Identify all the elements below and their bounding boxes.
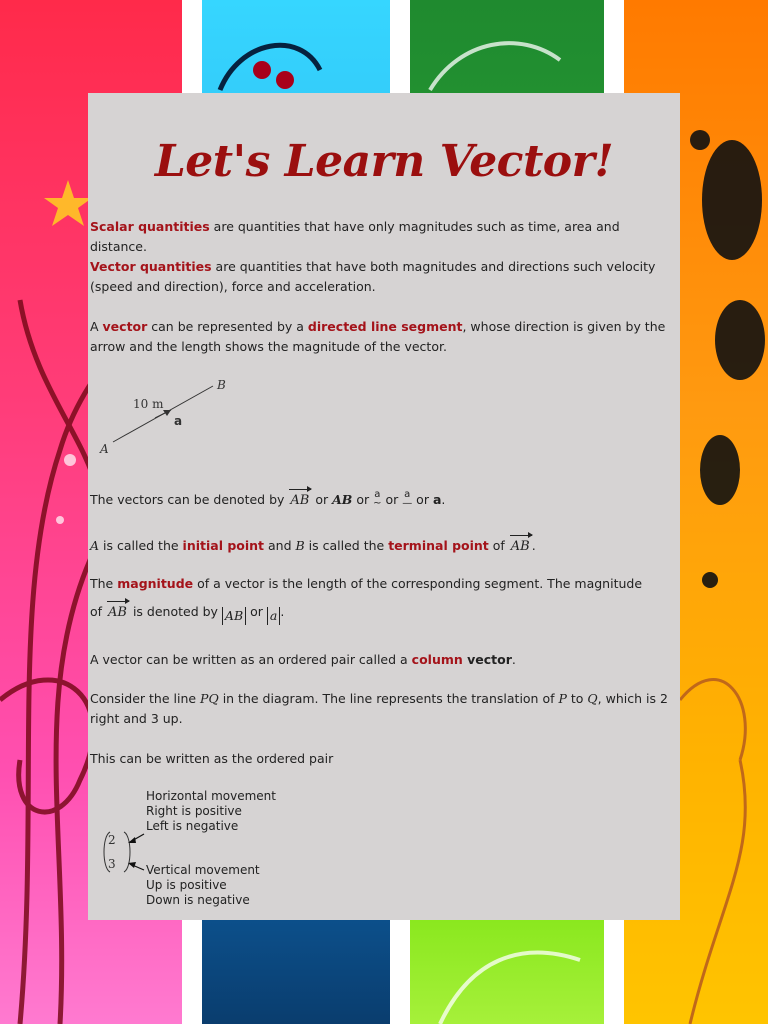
abs-vector-ab: AB xyxy=(222,607,246,625)
note-line: Right is positive xyxy=(146,804,242,818)
text: is called the xyxy=(304,538,389,553)
abs-vector-a: a xyxy=(267,607,280,625)
italic-a: A xyxy=(90,538,100,553)
text: . xyxy=(511,652,516,667)
text: of a vector is the length of the corresponding segment. The magnitude xyxy=(193,576,643,591)
text: The vectors can be denoted by xyxy=(90,492,289,507)
horizontal-note xyxy=(146,789,276,834)
vector-ab: AB xyxy=(509,537,532,557)
text: or xyxy=(311,492,333,507)
text: . xyxy=(441,492,446,507)
text: A vector can be written as an ordered pair called a xyxy=(90,652,412,667)
term-vector-quantities: Vector quantities xyxy=(90,259,212,274)
note-line: Left is negative xyxy=(146,819,239,833)
text: A xyxy=(90,319,103,334)
note-line: Horizontal movement xyxy=(146,789,276,803)
tilde-letter: a xyxy=(374,489,381,500)
term-vector: vector xyxy=(102,319,148,334)
text: , whose direction is given by the arrow and the length shows the magnitude of the vector. xyxy=(90,319,666,354)
text: to xyxy=(566,691,588,706)
text: of xyxy=(488,538,509,553)
term-terminal-point: terminal point xyxy=(388,538,489,553)
paragraph-translation xyxy=(90,689,675,729)
text: or xyxy=(381,492,403,507)
underline-letter: a xyxy=(404,489,411,500)
label-point-b: B xyxy=(217,378,226,392)
text: are quantities that have both magnitudes and directions such velocity (speed and direction), force and acceleration. xyxy=(90,259,656,294)
underline-a: a — xyxy=(402,489,413,509)
label-vector-a: a xyxy=(174,414,183,428)
vector-ab: AB xyxy=(288,491,311,511)
text: and xyxy=(264,538,296,553)
text: can be represented by a xyxy=(147,319,308,334)
note-line: Down is negative xyxy=(146,893,250,907)
paragraph-points xyxy=(90,536,675,557)
vertical-note xyxy=(146,863,260,908)
paragraph-ordered-pair: This can be written as the ordered pair xyxy=(90,751,334,766)
bold-vector: vector xyxy=(462,652,512,667)
term-scalar: Scalar quantities xyxy=(90,219,210,234)
bold-a: a xyxy=(432,492,442,507)
text: are quantities that have only magnitudes such as time, area and distance. xyxy=(90,219,620,254)
text: of xyxy=(90,604,107,619)
italic-pq: PQ xyxy=(200,691,219,706)
page-title: Let's Learn Vector! xyxy=(154,136,614,187)
text: The xyxy=(90,576,118,591)
text: or xyxy=(246,604,267,619)
text: . xyxy=(531,538,536,553)
italic-b: B xyxy=(295,538,305,553)
paragraph-notation xyxy=(90,490,675,511)
paragraph-column xyxy=(90,650,675,670)
text: is denoted by xyxy=(128,604,222,619)
paragraph-scalar xyxy=(90,217,675,257)
text: in the diagram. The line represents the translation of xyxy=(218,691,559,706)
paragraph-vector-quantities xyxy=(90,257,675,297)
text: . xyxy=(280,604,285,619)
text: or xyxy=(412,492,433,507)
column-bottom-value: 3 xyxy=(108,857,116,871)
label-point-a: A xyxy=(100,442,109,456)
paragraph-vector xyxy=(90,317,675,357)
italic-p: P xyxy=(558,691,567,706)
text: Consider the line xyxy=(90,691,201,706)
text: is called the xyxy=(99,538,183,553)
term-magnitude: magnitude xyxy=(117,576,194,591)
bold-ab: AB xyxy=(332,492,353,507)
column-top-value: 2 xyxy=(108,833,116,847)
paragraph-magnitude xyxy=(90,574,675,594)
tilde-a: a ~ xyxy=(373,489,382,509)
vector-ab: AB xyxy=(106,603,129,623)
term-directed-line-segment: directed line segment xyxy=(307,319,463,334)
text: or xyxy=(352,492,374,507)
term-column: column xyxy=(411,652,463,667)
label-length: 10 m xyxy=(133,397,164,411)
note-line: Vertical movement xyxy=(146,863,260,877)
term-initial-point: initial point xyxy=(182,538,265,553)
paragraph-magnitude-line2 xyxy=(90,602,675,625)
note-line: Up is positive xyxy=(146,878,227,892)
italic-q: Q xyxy=(587,691,598,706)
text: , which is 2 right and 3 up. xyxy=(90,691,668,726)
